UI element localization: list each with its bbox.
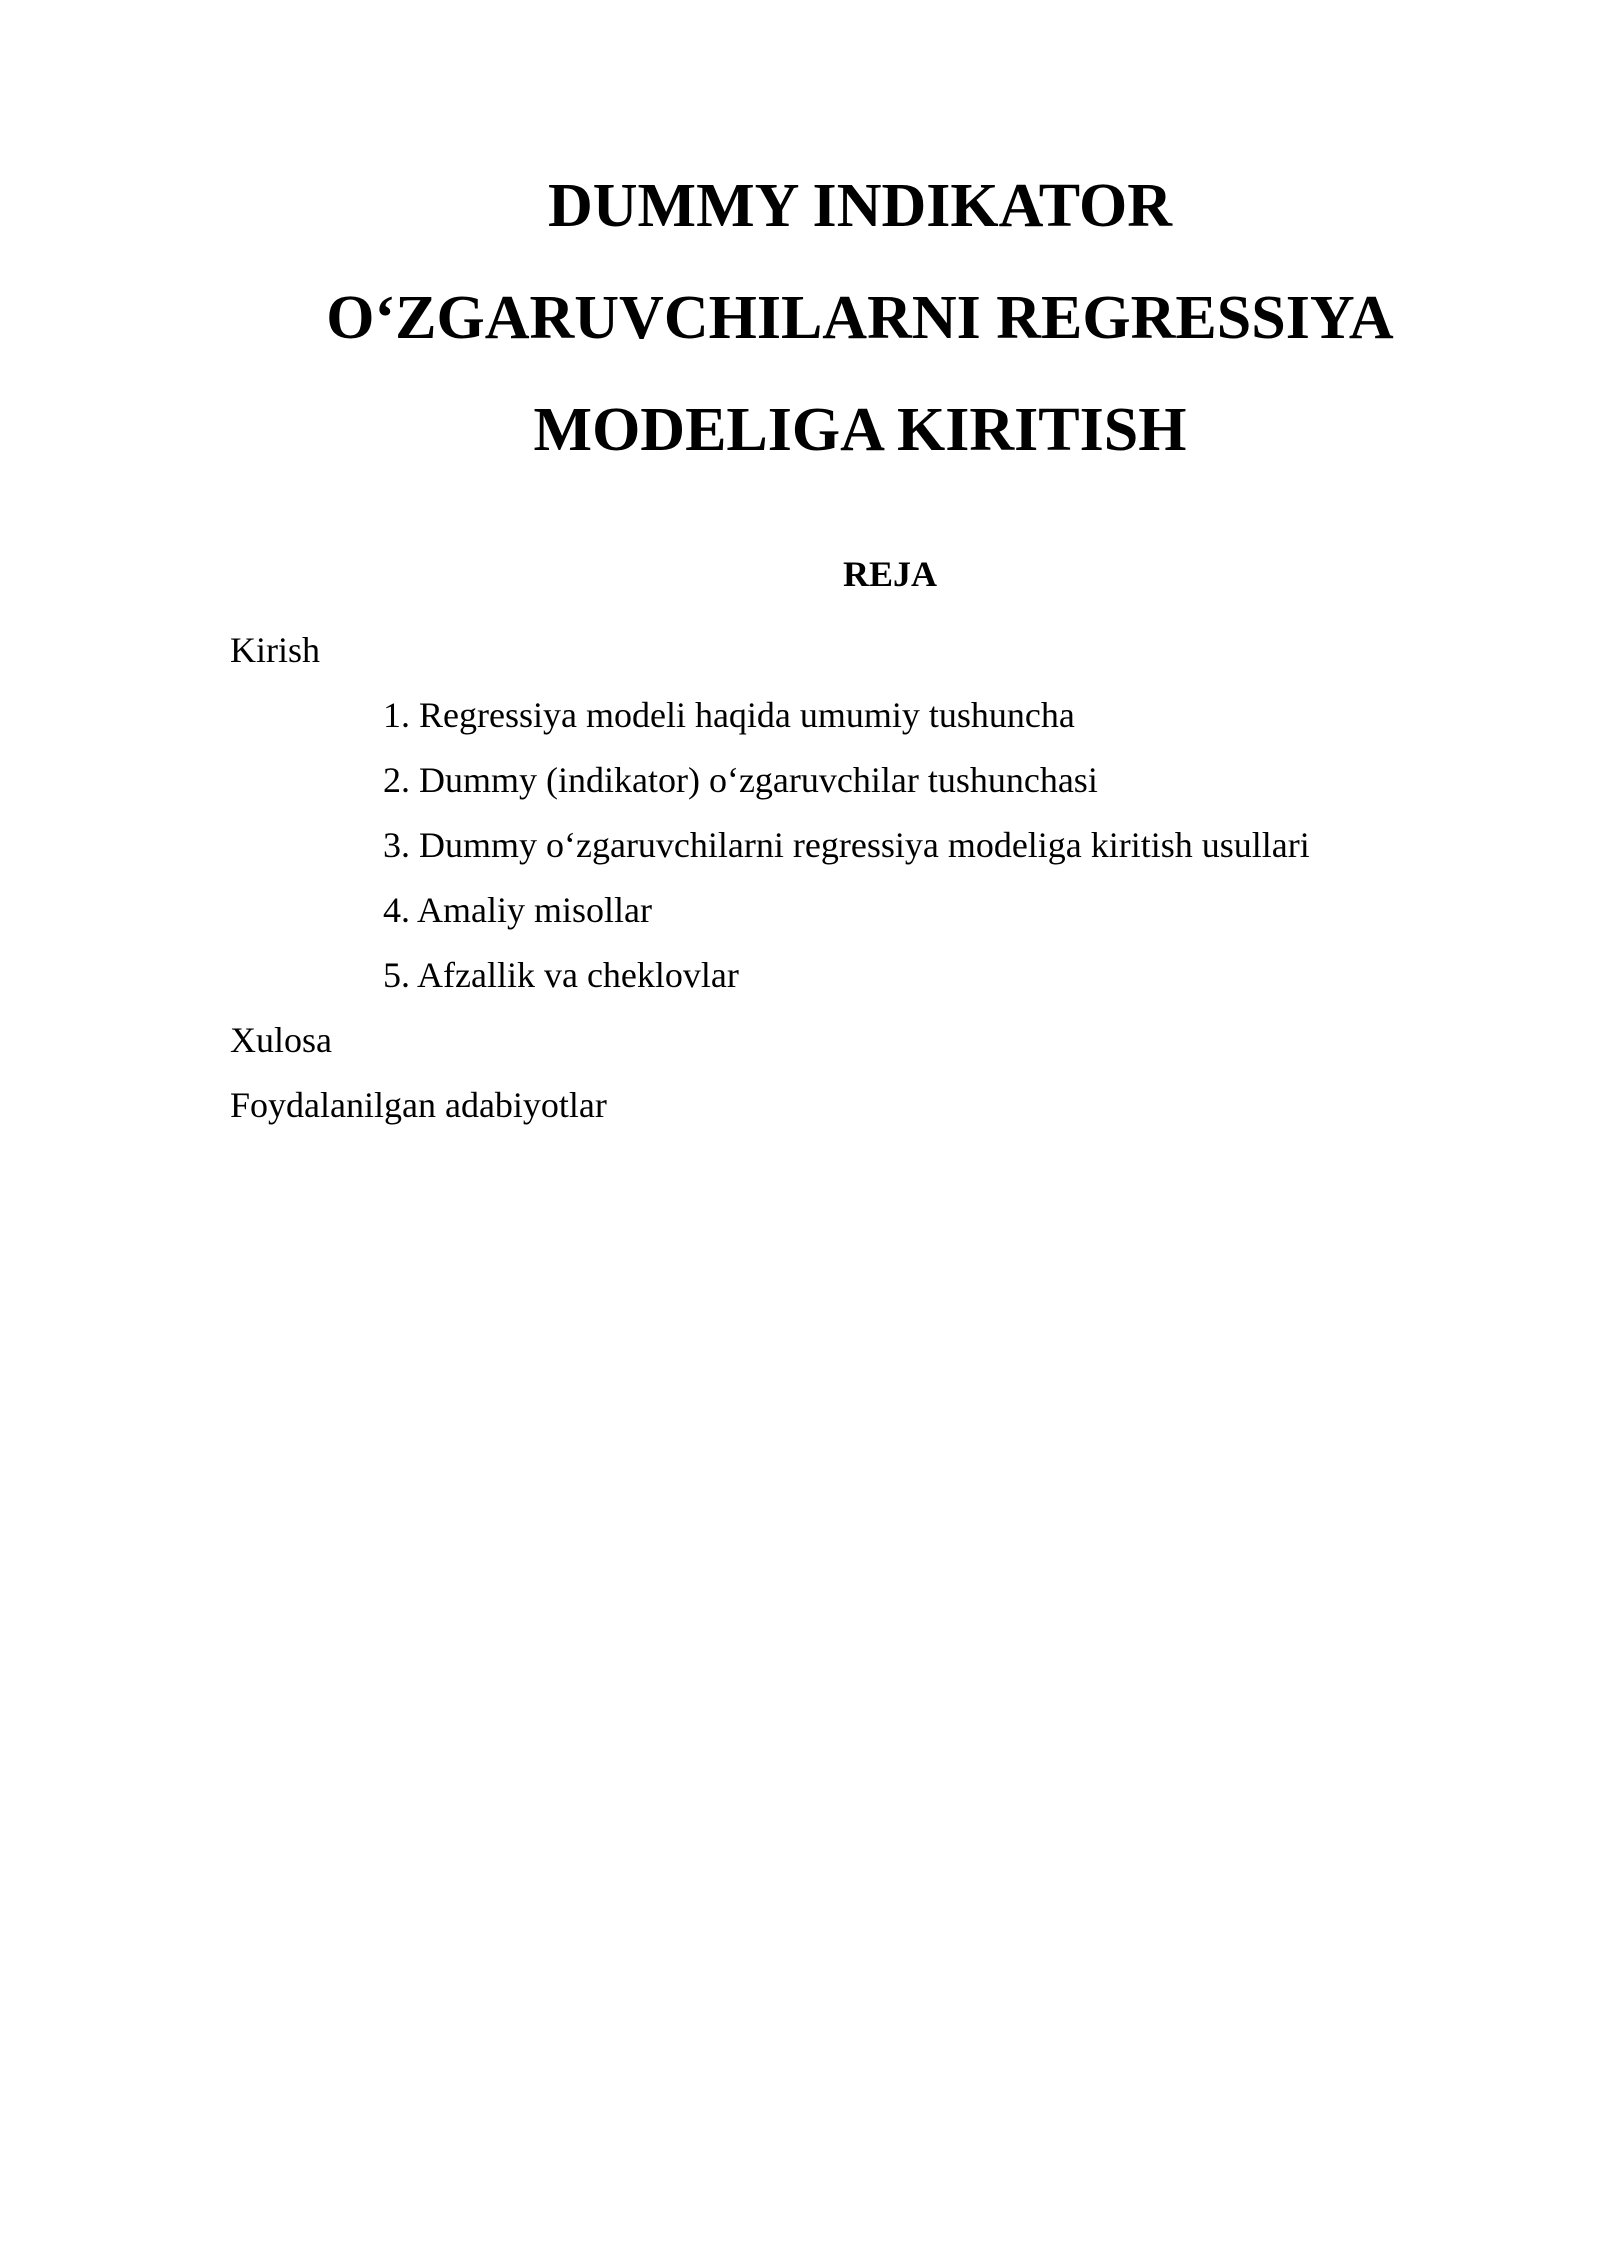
outline-conclusion: Xulosa — [230, 1020, 332, 1060]
outline-item-2: 2. Dummy (indikator) o‘zgaruvchilar tushunchasi — [383, 760, 1098, 800]
outline-item-3: 3. Dummy o‘zgaruvchilarni regressiya modeliga kiritish usullari — [383, 825, 1310, 865]
outline-item-4: 4. Amaliy misollar — [383, 890, 652, 930]
title-line-3: MODELIGA KIRITISH — [533, 396, 1187, 464]
document-title — [230, 150, 1490, 486]
outline-item-5: 5. Afzallik va cheklovlar — [383, 955, 739, 995]
plan-outline — [230, 618, 1430, 1138]
plan-heading: REJA — [842, 554, 937, 594]
title-line-1: DUMMY INDIKATOR — [548, 172, 1172, 240]
title-line-2: O‘ZGARUVCHILARNI REGRESSIYA — [326, 284, 1394, 352]
outline-references: Foydalanilgan adabiyotlar — [230, 1085, 607, 1125]
outline-item-1: 1. Regressiya modeli haqida umumiy tushuncha — [383, 695, 1075, 735]
outline-intro: Kirish — [230, 630, 320, 670]
